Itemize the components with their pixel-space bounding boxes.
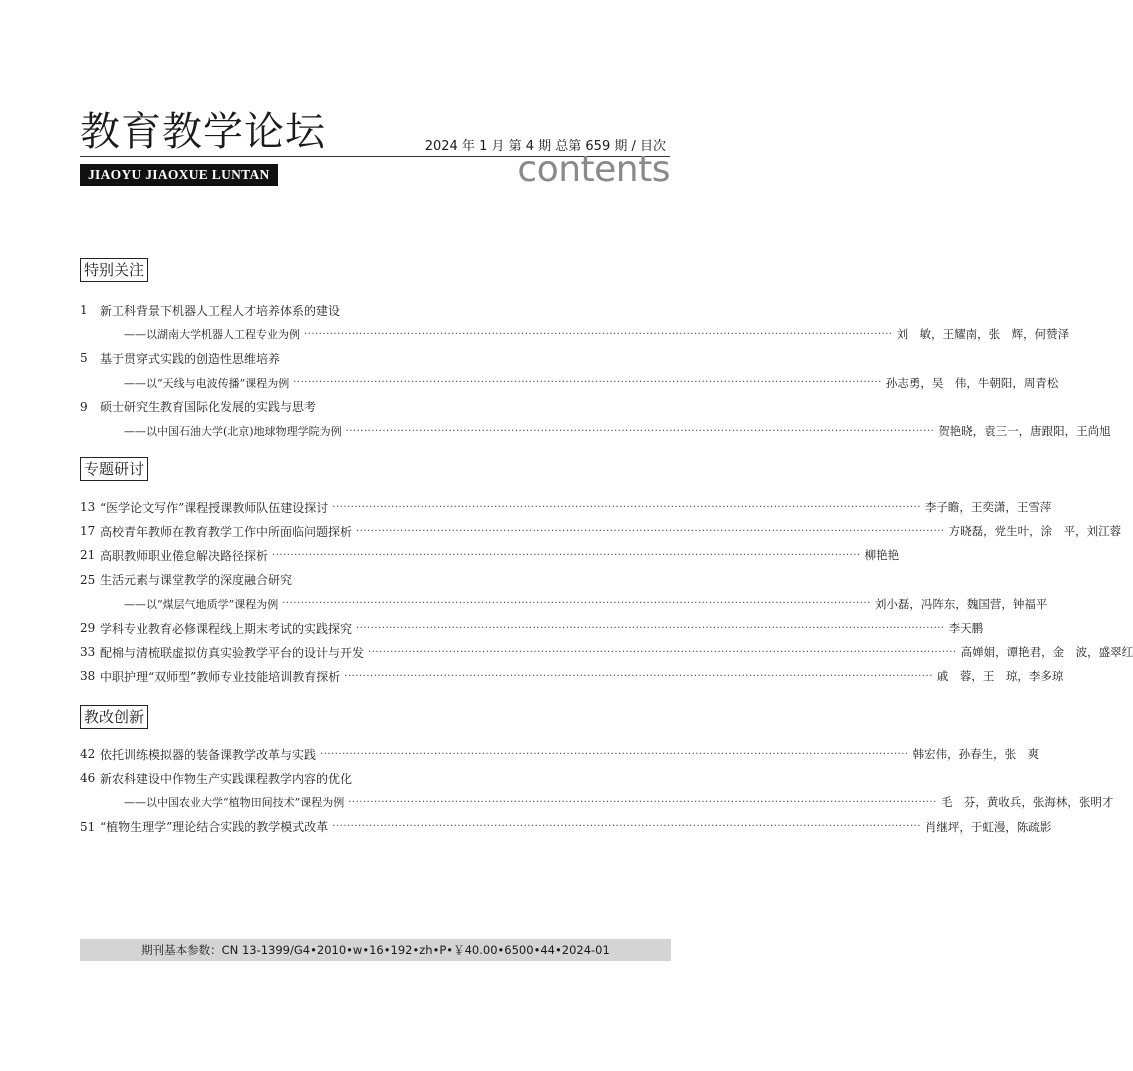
dot-leader: ································································································································································ <box>272 549 861 561</box>
article-title: 高职教师职业倦怠解决路径探析 <box>100 548 269 563</box>
article-authors: 刘小磊，冯阵东，魏国营，钟福平 <box>874 596 1048 611</box>
article-subtitle: ——以中国农业大学“植物田间技术”课程为例 <box>124 796 345 810</box>
page-number: 5 <box>80 351 88 366</box>
article-authors: 贺艳晓，袁三一，唐跟阳，王尚旭 <box>938 424 1111 438</box>
page-number: 46 <box>80 771 96 786</box>
toc-entry <box>80 666 1064 686</box>
contents-label: contents <box>517 149 670 190</box>
toc-entry <box>80 618 984 638</box>
dot-leader: ································································································································································ <box>345 425 935 437</box>
dot-leader: ································································································································································ <box>293 377 882 389</box>
article-subtitle: ——以中国石油大学(北京)地球物理学院为例 <box>124 425 342 438</box>
article-authors: 李子瞻，王奕潇，王雪萍 <box>924 500 1052 514</box>
journal-pinyin-banner: JIAOYU JIAOXUE LUNTAN <box>80 164 278 186</box>
article-authors: 韩宏伟，孙春生，张 爽 <box>912 747 1040 761</box>
toc-entry <box>80 570 672 590</box>
toc-entry-subline <box>80 324 1070 344</box>
article-authors: 高婵娟，谭艳君，金 波，盛翠红 <box>960 645 1133 660</box>
article-title: 硕士研究生教育国际化发展的实践与思考 <box>100 400 317 415</box>
article-subtitle: ——以湖南大学机器人工程专业为例 <box>124 328 300 342</box>
page-number: 25 <box>80 572 96 587</box>
toc-entry-subline <box>80 792 1114 812</box>
article-title: 配棉与清梳联虚拟仿真实验教学平台的设计与开发 <box>100 645 365 660</box>
article-title: 基于贯穿式实践的创造性思维培养 <box>100 351 281 366</box>
article-authors: 戚 蓉，王 琼，李多琼 <box>936 669 1064 684</box>
dot-leader: ································································································································································ <box>332 821 921 833</box>
toc-entry <box>80 300 672 320</box>
toc-entry <box>80 817 1052 837</box>
dot-leader: ································································································································································ <box>332 501 921 513</box>
issue-info: 2024 年 1 月 第 4 期 总第 659 期 / 目次 <box>424 139 666 154</box>
dot-leader: ································································································································································ <box>282 598 871 610</box>
page-number: 51 <box>80 819 96 834</box>
dot-leader: ································································································································································ <box>356 525 945 537</box>
page-number: 17 <box>80 524 96 539</box>
article-authors: 孙志勇，吴 伟，牛朝阳，周青松 <box>885 375 1059 390</box>
page-number: 33 <box>80 645 96 660</box>
page-number: 38 <box>80 669 96 684</box>
toc-entry <box>80 768 672 788</box>
article-authors: 方晓磊，党生叶，涂 平，刘江蓉 <box>948 524 1122 539</box>
dot-leader: ································································································································································ <box>304 328 893 340</box>
section-heading: 特别关注 <box>80 258 148 282</box>
toc-entry-subline <box>80 421 1111 441</box>
article-subtitle: ——以“天线与电波传播”课程为例 <box>124 376 290 390</box>
article-authors: 柳艳艳 <box>864 548 900 563</box>
article-title: 新工科背景下机器人工程人才培养体系的建设 <box>100 303 341 318</box>
page-number: 29 <box>80 621 96 635</box>
dot-leader: ································································································································································ <box>344 670 933 682</box>
dot-leader: ································································································································································ <box>320 748 909 760</box>
page-number: 1 <box>80 303 88 317</box>
toc-entry <box>80 497 1052 517</box>
toc-entry <box>80 744 1040 764</box>
article-title: 中职护理“双师型”教师专业技能培训教育探析 <box>100 669 341 684</box>
article-title: “医学论文写作”课程授课教师队伍建设探讨 <box>100 500 329 515</box>
page-number: 13 <box>80 500 96 514</box>
section-heading: 教改创新 <box>80 705 148 729</box>
page-number: 21 <box>80 548 96 563</box>
toc-entry <box>80 642 1133 662</box>
toc-entry <box>80 348 672 368</box>
article-title: 依托训练模拟器的装备课教学改革与实践 <box>100 747 317 762</box>
toc-entry <box>80 545 900 565</box>
article-title: 高校青年教师在教育教学工作中所面临问题探析 <box>100 524 353 539</box>
section-heading: 专题研讨 <box>80 457 148 481</box>
dot-leader: ································································································································································ <box>368 646 957 658</box>
article-authors: 刘 敏，王耀南，张 辉，何赞泽 <box>896 327 1070 342</box>
toc-entry <box>80 521 1122 541</box>
toc-entry-subline <box>80 594 1048 614</box>
article-title: 生活元素与课堂教学的深度融合研究 <box>100 573 293 588</box>
dot-leader: ································································································································································ <box>348 796 937 808</box>
page-number: 9 <box>80 399 88 414</box>
article-title: 新农科建设中作物生产实践课程教学内容的优化 <box>100 771 353 786</box>
toc-entry <box>80 397 672 417</box>
toc-entry-subline <box>80 373 1059 393</box>
article-authors: 肖继坪，于虹漫，陈疏影 <box>924 819 1052 834</box>
article-title: 学科专业教育必修课程线上期末考试的实践探究 <box>100 621 353 636</box>
journal-parameters-bar: 期刊基本参数：CN 13-1399/G4•2010•w•16•192•zh•P•￥40.00•6500•44•2024-01 <box>80 939 671 961</box>
article-authors: 毛 芬，黄收兵，张海林，张明才 <box>940 795 1114 810</box>
article-title: “植物生理学”理论结合实践的教学模式改革 <box>100 820 329 835</box>
page-number: 42 <box>80 747 96 761</box>
dot-leader: ································································································································································ <box>356 622 945 634</box>
journal-title: 教育教学论坛 <box>80 109 326 155</box>
article-subtitle: ——以“煤层气地质学”课程为例 <box>124 597 279 611</box>
article-authors: 李天鹏 <box>948 621 984 635</box>
